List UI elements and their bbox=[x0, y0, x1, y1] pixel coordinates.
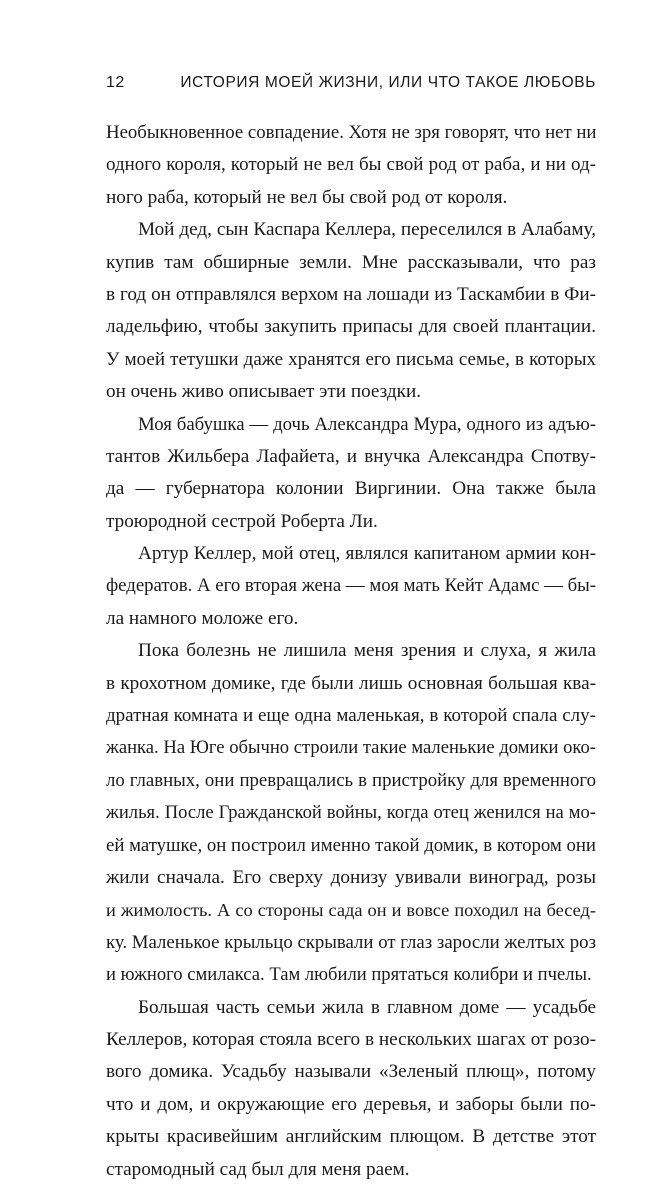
running-title: ИСТОРИЯ МОЕЙ ЖИЗНИ, ИЛИ ЧТО ТАКОЕ ЛЮБОВЬ bbox=[180, 74, 596, 91]
text-line: Необыкновенное совпадение. Хотя не зря говорят, что нет ни bbox=[106, 122, 597, 143]
text-line: Мой дед, сын Каспара Келлера, переселился в Алабаму, bbox=[138, 219, 596, 241]
text-line: Большая часть семьи жила в главном доме — усадьбе bbox=[138, 996, 596, 1018]
text-line: Пока болезнь не лишила меня зрения и слуха, я жила bbox=[138, 640, 596, 662]
text-line: жили сначала. Его сверху донизу увивали виноград, розы bbox=[106, 866, 596, 888]
body-text bbox=[106, 117, 596, 1186]
text-line: ладельфию, чтобы закупить припасы для своей плантации. bbox=[106, 316, 596, 338]
text-line: Моя бабушка — дочь Александра Мура, одного из адъю- bbox=[138, 413, 596, 435]
text-line: он очень живо описывает эти поездки. bbox=[106, 381, 422, 403]
text-line: ло главных, они превращались в пристройку для временного bbox=[106, 769, 596, 791]
text-line: федератов. А его вторая жена — моя мать Кейт Адамс — бы- bbox=[106, 575, 597, 597]
text-line: одного короля, который не вел бы свой род от раба, и ни од- bbox=[106, 154, 596, 176]
text-line: Келлеров, которая стояла всего в нескольких шагах от розо- bbox=[106, 1028, 596, 1050]
text-line: тантов Жильбера Лафайета, и внучка Александра Спотву- bbox=[106, 445, 596, 467]
text-line: троюродной сестрой Роберта Ли. bbox=[106, 510, 378, 532]
text-line: старомодный сад был для меня раем. bbox=[106, 1158, 410, 1180]
text-line: ку. Маленькое крыльцо скрывали от глаз заросли желтых роз bbox=[106, 931, 596, 953]
text-line: У моей тетушки даже хранятся его письма семье, в которых bbox=[106, 348, 596, 370]
page-header bbox=[106, 74, 596, 100]
text-line: Артур Келлер, мой отец, являлся капитаном армии кон- bbox=[138, 543, 596, 565]
text-line: жанка. На Юге обычно строили такие маленькие домики око- bbox=[106, 737, 596, 759]
text-line: ла намного моложе его. bbox=[106, 607, 299, 629]
page-number: 12 bbox=[106, 74, 125, 91]
text-line: жилья. После Гражданской войны, когда отец женился на мо- bbox=[106, 802, 596, 824]
text-line: ей матушке, он построил именно такой домик, в котором они bbox=[106, 834, 596, 856]
text-line: да — губернатора колонии Виргинии. Она также была bbox=[106, 478, 596, 500]
text-line: ного раба, который не вел бы свой род от короля. bbox=[106, 186, 508, 208]
text-line: и южного смилакса. Там любили прятаться колибри и пчелы. bbox=[106, 964, 592, 986]
text-line: в год он отправлялся верхом на лошади из Таскамбии в Фи- bbox=[106, 283, 596, 305]
text-line: купив там обширные земли. Мне рассказывали, что раз bbox=[106, 251, 596, 273]
text-line: в крохотном домике, где были лишь основная большая ква- bbox=[106, 672, 596, 694]
text-line: крыты красивейшим английским плющом. В детстве этот bbox=[106, 1126, 596, 1148]
text-line: вого домика. Усадьбу называли «Зеленый плющ», потому bbox=[106, 1061, 596, 1083]
text-line: дратная комната и еще одна маленькая, в которой спала слу- bbox=[106, 705, 596, 727]
text-line: и жимолость. А со стороны сада он и вовсе походил на бесед- bbox=[106, 900, 596, 921]
text-line: что и дом, и окружающие его деревья, и заборы были по- bbox=[106, 1093, 596, 1115]
